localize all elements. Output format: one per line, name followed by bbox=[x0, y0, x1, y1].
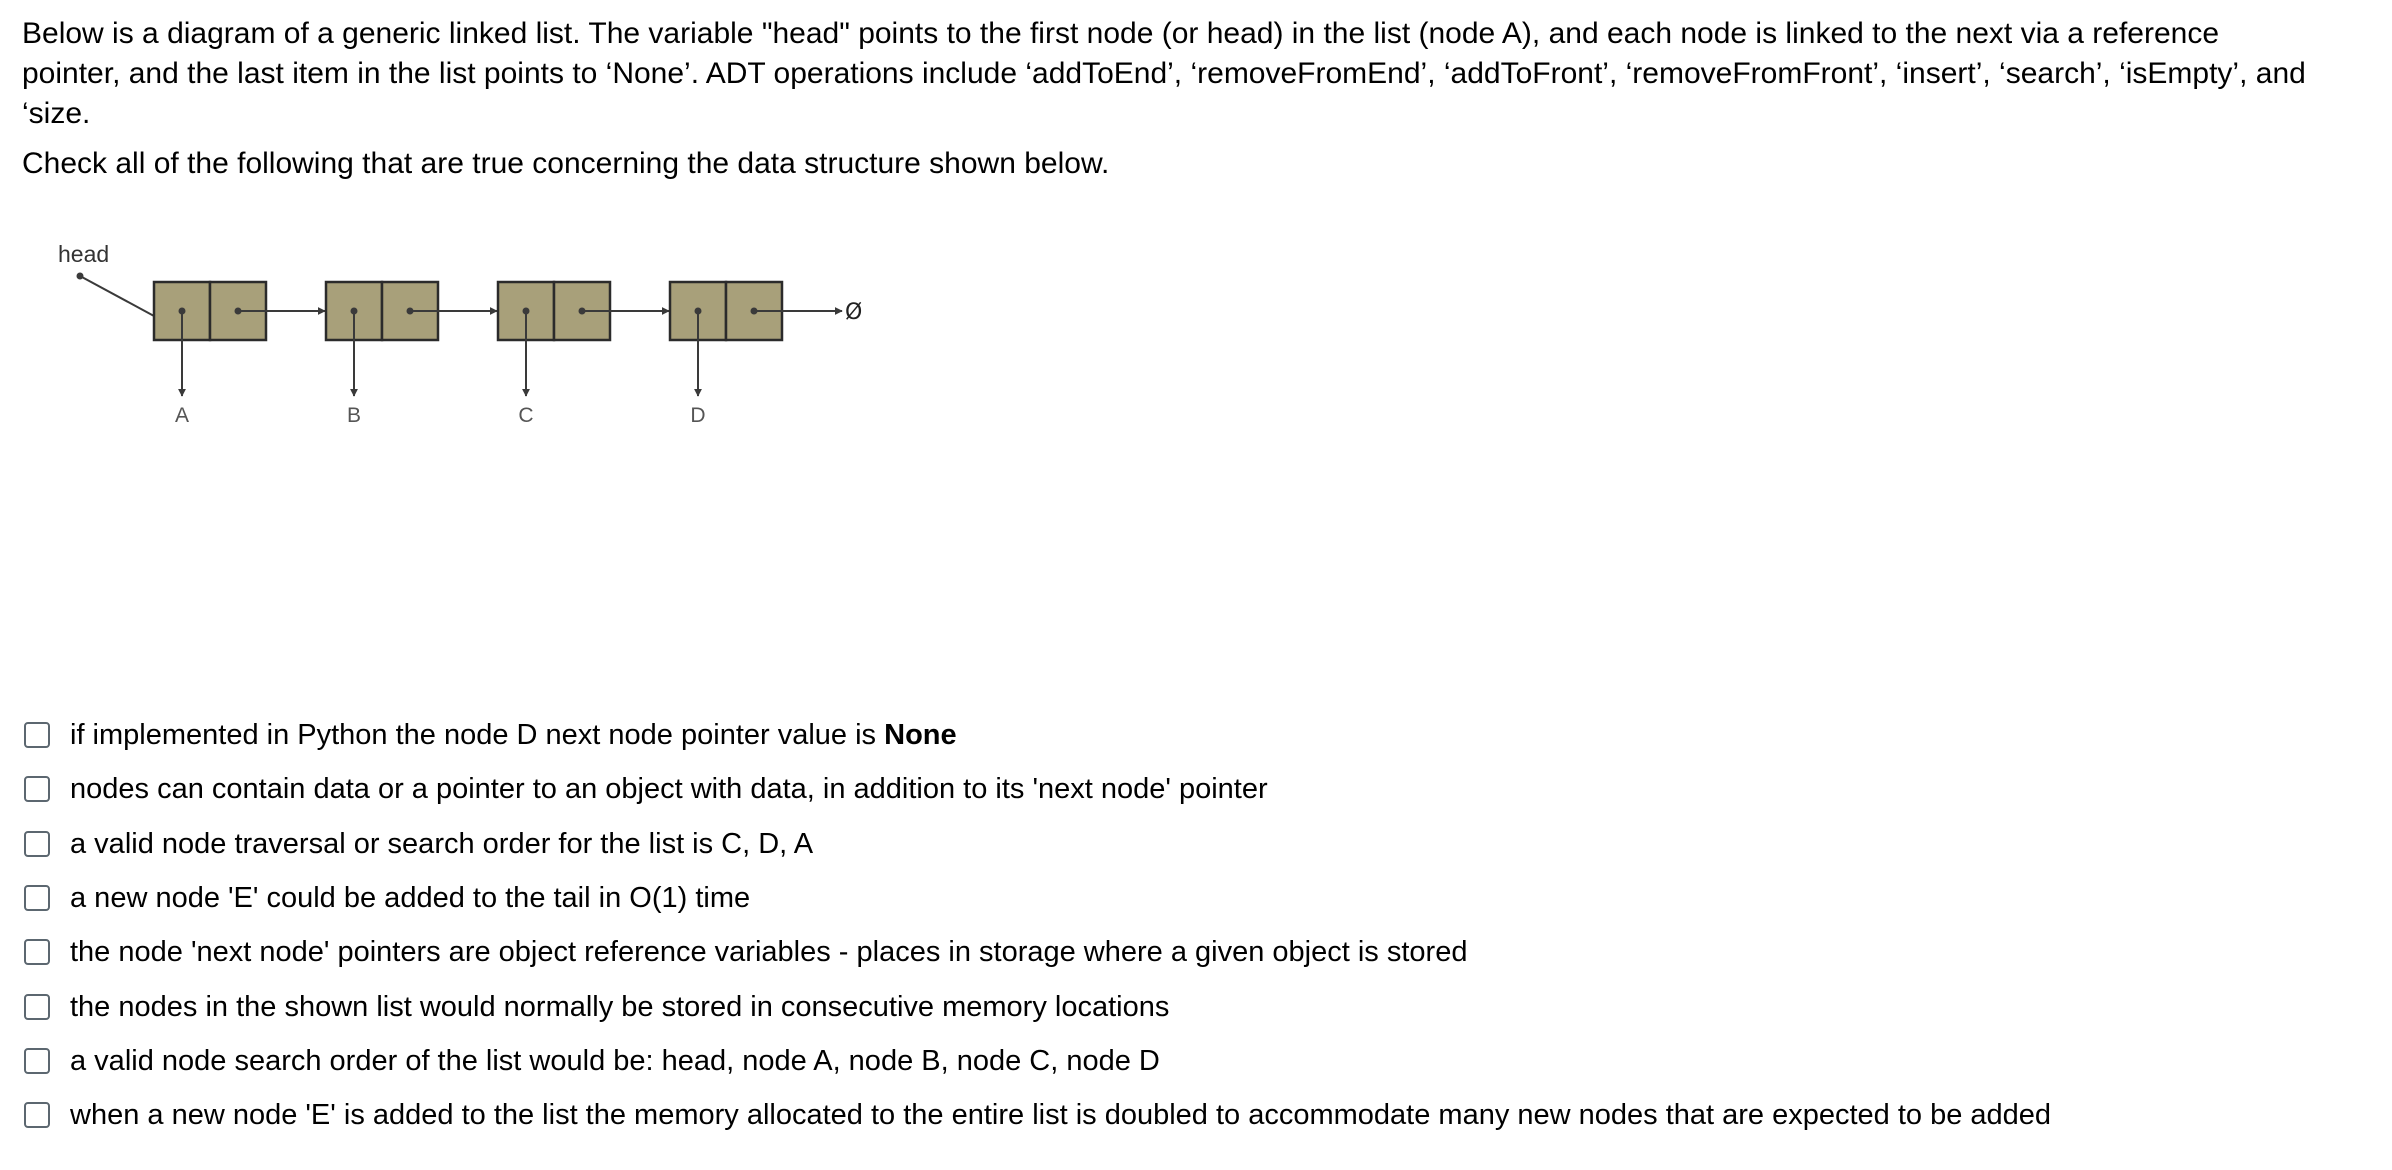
answer-checkbox[interactable] bbox=[24, 831, 50, 857]
answer-option-label: the node 'next node' pointers are object reference variables - places in storage where a given object is stored bbox=[70, 936, 1468, 969]
list-node-b bbox=[326, 282, 497, 427]
answer-option[interactable] bbox=[24, 1088, 2051, 1142]
answer-option-label: a new node 'E' could be added to the tail in O(1) time bbox=[70, 882, 751, 915]
answer-option[interactable] bbox=[24, 1034, 2051, 1088]
list-node-c bbox=[498, 282, 669, 427]
answer-option-label: when a new node 'E' is added to the list the memory allocated to the entire list is doubled to accommodate many new nodes that are expected to be added bbox=[70, 1099, 2052, 1132]
answer-checkbox[interactable] bbox=[24, 776, 50, 802]
answer-option[interactable] bbox=[24, 762, 2051, 816]
answer-option[interactable] bbox=[24, 817, 2051, 871]
answer-option[interactable] bbox=[24, 925, 2051, 979]
answer-options bbox=[24, 708, 2051, 1142]
linked-list-diagram bbox=[40, 232, 900, 442]
head-pointer-origin bbox=[77, 273, 84, 280]
answer-checkbox[interactable] bbox=[24, 939, 50, 965]
answer-option-label: nodes can contain data or a pointer to an object with data, in addition to its 'next node' pointer bbox=[70, 773, 1268, 806]
question-intro: Below is a diagram of a generic linked list. The variable "head" points to the first node (or head) in the list (node A), and each node is linked to the next via a reference pointer, and the last item in the list points to ‘None’. ADT operations include ‘addToEnd’, ‘removeFromEnd’, ‘addToFront’, ‘removeFromFront’, ‘insert’, ‘search’, ‘isEmpty’, and ‘size. bbox=[22, 17, 2306, 130]
list-node-d bbox=[670, 282, 842, 427]
answer-option-text: if implemented in Python the node D next node pointer value is bbox=[70, 719, 885, 752]
question-instruction: Check all of the following that are true concerning the data structure shown below. bbox=[22, 147, 1110, 180]
answer-checkbox[interactable] bbox=[24, 722, 50, 748]
node-label-d: D bbox=[690, 404, 706, 427]
list-node-a bbox=[154, 282, 325, 427]
answer-checkbox[interactable] bbox=[24, 994, 50, 1020]
node-label-a: A bbox=[174, 404, 190, 427]
answer-checkbox[interactable] bbox=[24, 1048, 50, 1074]
answer-option[interactable] bbox=[24, 708, 2051, 762]
answer-option[interactable] bbox=[24, 871, 2051, 925]
node-label-c: C bbox=[518, 404, 534, 427]
head-label: head bbox=[58, 241, 110, 267]
null-terminator-icon: Ø bbox=[845, 300, 863, 325]
answer-checkbox[interactable] bbox=[24, 885, 50, 911]
head-pointer bbox=[80, 276, 154, 316]
answer-checkbox[interactable] bbox=[24, 1102, 50, 1128]
answer-option-label: a valid node traversal or search order for the list is C, D, A bbox=[70, 827, 814, 860]
answer-option-label: a valid node search order of the list would be: head, node A, node B, node C, node D bbox=[70, 1044, 1160, 1077]
node-label-b: B bbox=[346, 404, 362, 427]
answer-option-label: the nodes in the shown list would normally be stored in consecutive memory locations bbox=[70, 990, 1170, 1023]
answer-option[interactable] bbox=[24, 979, 2051, 1033]
answer-option-label bbox=[70, 718, 957, 752]
answer-option-emphasis: None bbox=[884, 719, 957, 752]
